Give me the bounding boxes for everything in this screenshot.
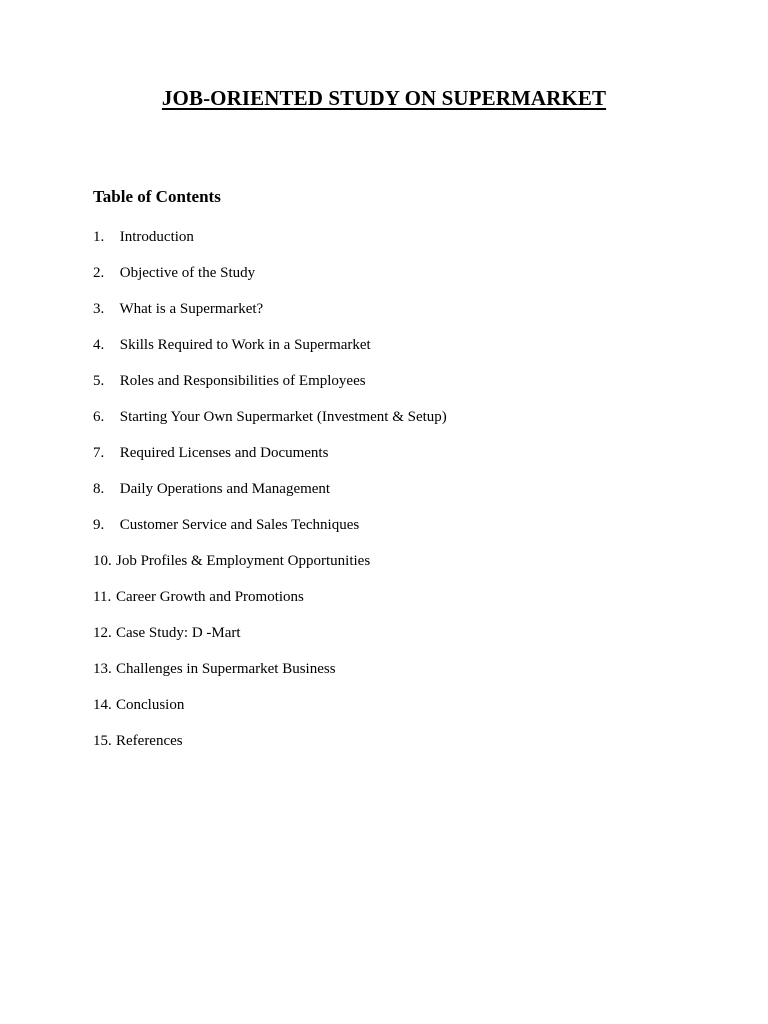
- toc-item-label: Skills Required to Work in a Supermarket: [119, 337, 371, 353]
- toc-heading: Table of Contents: [93, 187, 221, 206]
- toc-item: [93, 731, 447, 767]
- toc-item-number: 15.: [93, 733, 112, 749]
- toc-item-number: 12.: [93, 625, 112, 641]
- toc-item: [93, 299, 447, 335]
- toc-item-number: 4.: [93, 337, 105, 353]
- toc-item-label: Roles and Responsibilities of Employees: [119, 373, 366, 389]
- toc-item-label: Starting Your Own Supermarket (Investment & Setup): [119, 409, 447, 425]
- toc-item-label: References: [116, 733, 183, 749]
- toc-item-number: 2.: [93, 265, 105, 281]
- toc-item-label: Career Growth and Promotions: [116, 589, 304, 605]
- toc-item: [93, 407, 447, 443]
- toc-item-number: 14.: [93, 697, 112, 713]
- toc-item-label: What is a Supermarket?: [119, 301, 264, 317]
- toc-item-number: 5.: [93, 373, 105, 389]
- toc-item: [93, 659, 447, 695]
- toc-item: [93, 479, 447, 515]
- toc-item: [93, 623, 447, 659]
- toc-item-number: 10.: [93, 553, 112, 569]
- toc-item: [93, 515, 447, 551]
- toc-item-number: 11.: [93, 589, 112, 605]
- toc-item: [93, 371, 447, 407]
- toc-item: [93, 227, 447, 263]
- toc-item-number: 9.: [93, 517, 105, 533]
- toc-item: [93, 263, 447, 299]
- toc-item-number: 13.: [93, 661, 112, 677]
- toc-item: [93, 443, 447, 479]
- toc-item-number: 6.: [93, 409, 105, 425]
- toc-item: [93, 587, 447, 623]
- toc-item-label: Required Licenses and Documents: [119, 445, 329, 461]
- toc-item-label: Case Study: D -Mart: [116, 625, 241, 641]
- toc-item-number: 7.: [93, 445, 105, 461]
- toc-item-label: Daily Operations and Management: [119, 481, 331, 497]
- toc-item: [93, 551, 447, 587]
- toc-item-label: Challenges in Supermarket Business: [116, 661, 336, 677]
- toc-item-number: 1.: [93, 229, 105, 245]
- toc-item-label: Customer Service and Sales Techniques: [119, 517, 360, 533]
- toc-item-label: Job Profiles & Employment Opportunities: [116, 553, 371, 569]
- toc-item: [93, 335, 447, 371]
- toc-item-label: Conclusion: [116, 697, 185, 713]
- toc-item-label: Introduction: [119, 229, 194, 245]
- toc-item-number: 8.: [93, 481, 105, 497]
- page-title: JOB-ORIENTED STUDY ON SUPERMARKET: [161, 86, 607, 110]
- toc-item: [93, 695, 447, 731]
- toc-item-label: Objective of the Study: [119, 265, 256, 281]
- toc-item-number: 3.: [93, 301, 105, 317]
- toc-list: [93, 227, 447, 767]
